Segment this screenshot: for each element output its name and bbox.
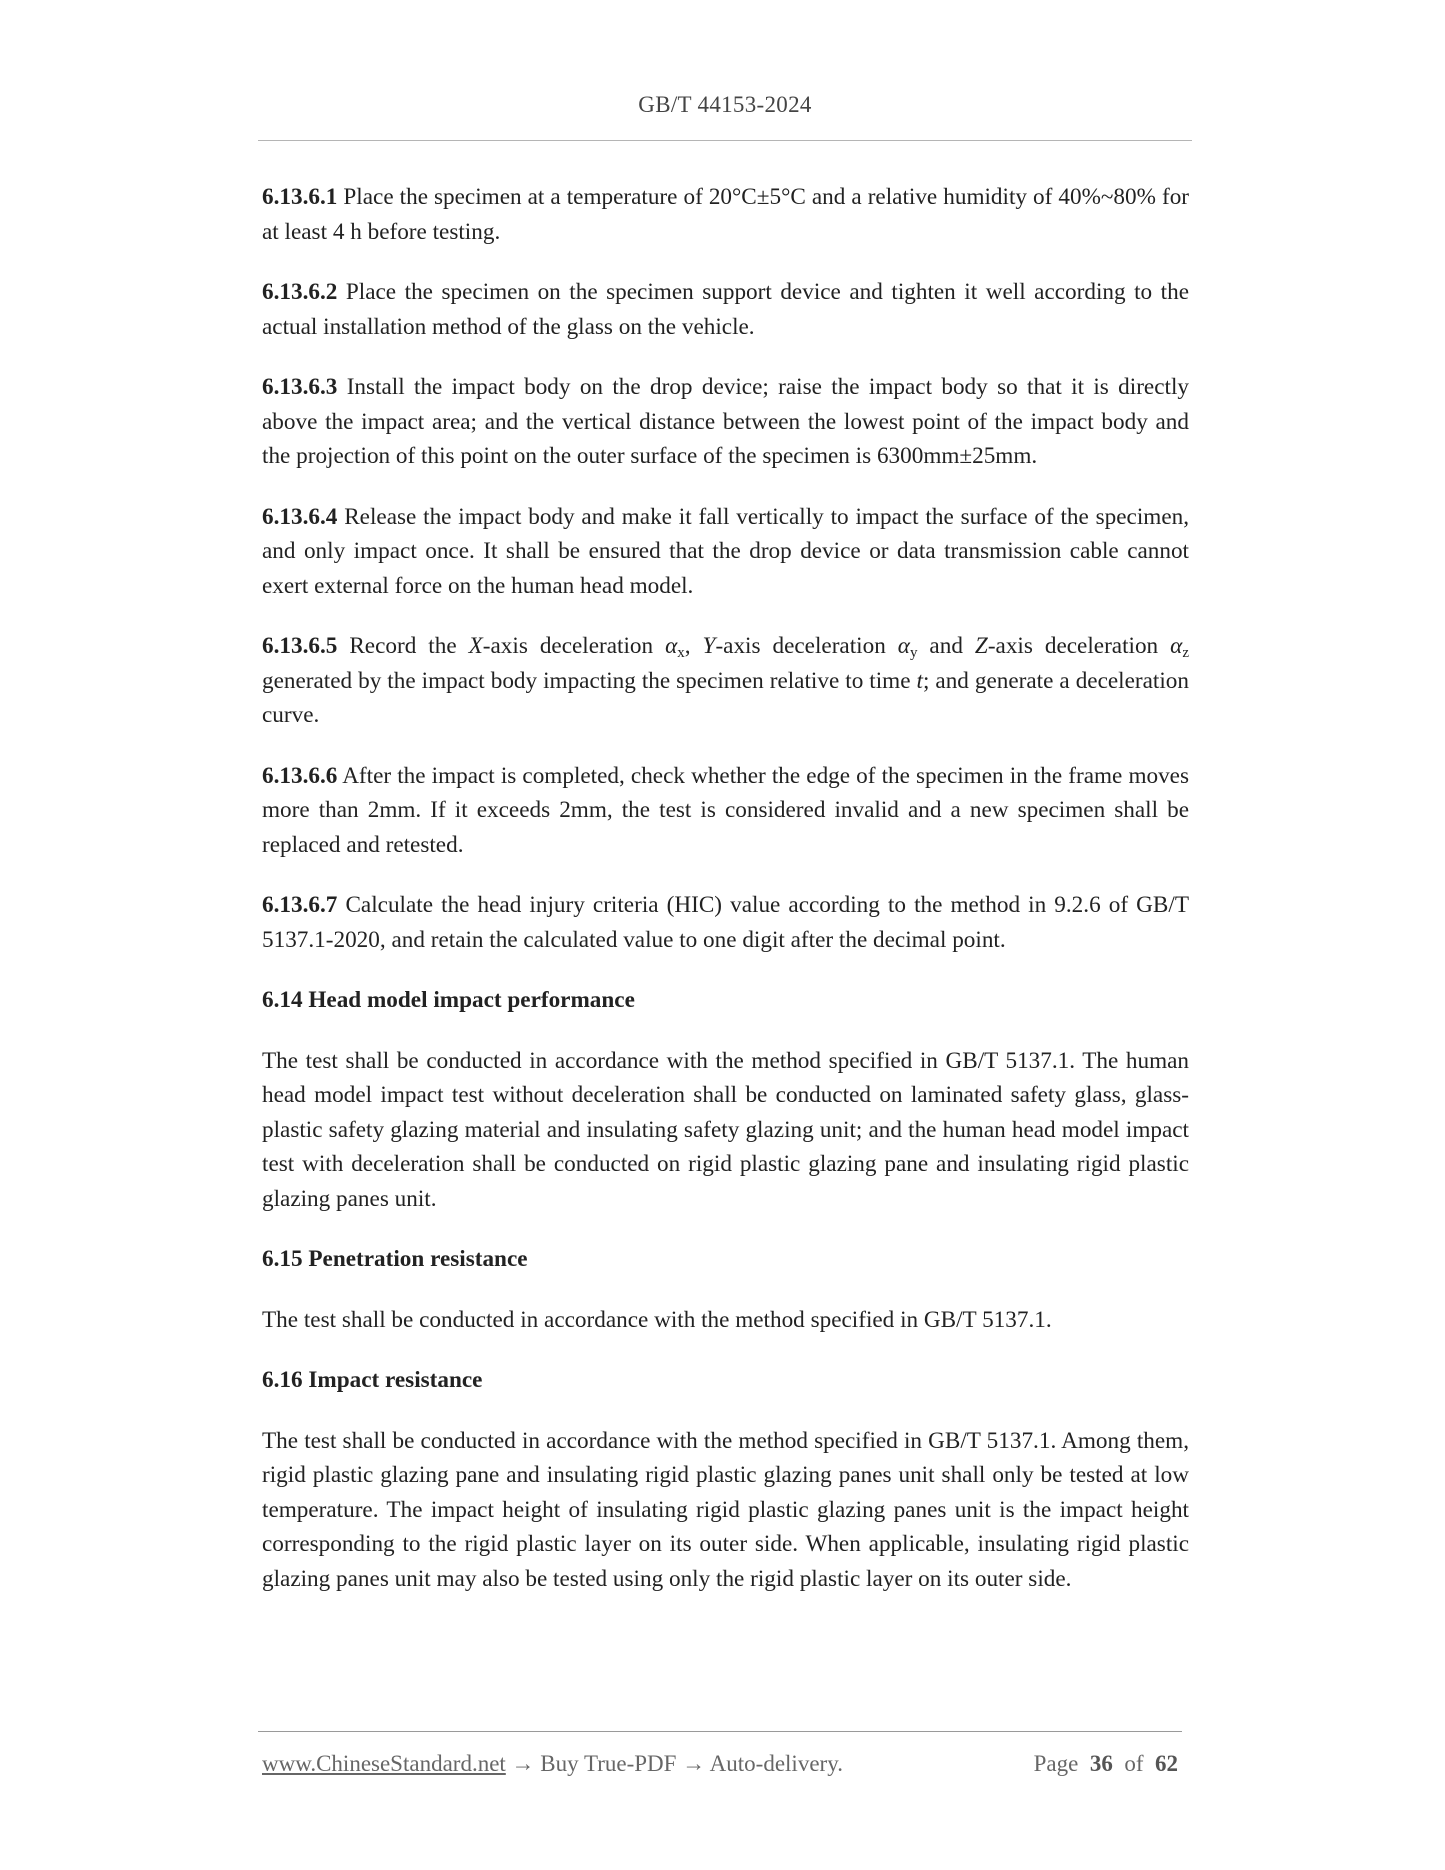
clause-number: 6.13.6.7 (262, 892, 338, 918)
clause-text: and (917, 633, 975, 659)
clause-text: -axis deceleration (987, 633, 1171, 659)
clause-6-13-6-7 (262, 888, 1189, 957)
page-number: 36 (1089, 1751, 1113, 1776)
buy-text: Buy True-PDF (540, 1751, 677, 1776)
header-divider (258, 140, 1192, 141)
clause-6-13-6-5 (262, 629, 1189, 733)
clause-6-13-6-6 (262, 759, 1189, 863)
subscript-y: y (909, 645, 918, 661)
website-link[interactable]: www.ChineseStandard.net (262, 1751, 506, 1776)
clause-number: 6.13.6.6 (262, 762, 338, 789)
clause-text: After the impact is completed, check whether the edge of the specimen in the frame moves more than 2mm. If it exceeds 2mm, the test is considered invalid and a new specimen shall be replaced and retested. (262, 762, 1189, 858)
section-heading-6-16: 6.16 Impact resistance (262, 1367, 483, 1393)
section-6-16-text: The test shall be conducted in accordance with the method specified in GB/T 5137.1. Among them, rigid plastic glazing pane and insulating rigid plastic glazing panes unit shall only be tested at low temperature. The impact height of insulating rigid plastic glazing panes unit is the impact height corresponding to the rigid plastic layer on its outer side. When applicable, insulating rigid plastic glazing panes unit may also be tested using only the rigid plastic layer on its outer side. (262, 1427, 1189, 1592)
page-total: 62 (1155, 1751, 1178, 1776)
clause-6-13-6-4 (262, 500, 1189, 604)
clause-text: Place the specimen at a temperature of 20°C±5°C and a relative humidity of 40%~80% for at least 4 h before testing. (262, 184, 1190, 245)
arrow-icon: → (682, 1751, 706, 1776)
clause-text: Calculate the head injury criteria (HIC) value according to the method in 9.2.6 of GB/T 5137.1-2020, and retain the calculated value to one digit after the decimal point. (262, 892, 1189, 953)
section-heading-6-14: 6.14 Head model impact performance (262, 987, 635, 1013)
section-6-14-text: The test shall be conducted in accordance with the method specified in GB/T 5137.1. The human head model impact test without deceleration shall be conducted on laminated safety glass, glass-plastic safety glazing material and insulating safety glazing unit; and the human head model impact test with deceleration shall be conducted on rigid plastic glazing pane and insulating rigid plastic glazing panes unit. (262, 1047, 1189, 1212)
clause-text: -axis deceleration (482, 633, 666, 659)
axis-y-symbol: Y (702, 633, 716, 659)
arrow-icon: → (511, 1751, 535, 1776)
page-header-title: GB/T 44153-2024 (638, 92, 812, 117)
time-symbol: t (916, 667, 923, 694)
page-indicator (1034, 1751, 1178, 1777)
clause-number: 6.13.6.3 (262, 374, 338, 400)
clause-text: Place the specimen on the specimen support device and tighten it well according to the actual installation method of the glass on the vehicle. (262, 279, 1189, 340)
of-label: of (1124, 1751, 1144, 1776)
clause-number: 6.13.6.1 (262, 184, 338, 210)
clause-text: Release the impact body and make it fall vertically to impact the surface of the specimen, and only impact once. It shall be ensured that the drop device or data transmission cable cannot exert external force on the human head model. (262, 503, 1189, 599)
clause-number: 6.13.6.4 (262, 503, 338, 530)
clause-number: 6.13.6.2 (262, 279, 338, 305)
clause-text: , (684, 633, 703, 659)
section-6-15-text: The test shall be conducted in accordance with the method specified in GB/T 5137.1. (262, 1306, 1052, 1333)
clause-text: Install the impact body on the drop device; raise the impact body so that it is directly above the impact area; and the vertical distance between the lowest point of the impact body and the projection of this point on the outer surface of the specimen is 6300mm±25mm. (262, 374, 1189, 469)
alpha-symbol: α (1170, 633, 1183, 659)
page-label: Page (1033, 1751, 1079, 1776)
page-footer (262, 1751, 1182, 1785)
clause-6-13-6-1 (262, 180, 1189, 249)
page-body (262, 180, 1189, 1622)
clause-text: Record the (349, 633, 469, 659)
clause-6-13-6-2 (262, 275, 1189, 344)
axis-x-symbol: X (468, 633, 483, 659)
auto-delivery-text: Auto-delivery. (709, 1751, 843, 1776)
clause-text: ; and generate a deceleration curve. (262, 667, 1189, 728)
clause-text: generated by the impact body impacting the specimen relative to time (262, 667, 917, 694)
axis-z-symbol: Z (974, 633, 988, 659)
section-heading-6-15: 6.15 Penetration resistance (262, 1246, 528, 1272)
alpha-symbol: α (665, 633, 678, 659)
clause-text: -axis deceleration (715, 633, 898, 659)
clause-6-13-6-3 (262, 370, 1189, 474)
subscript-x: x (677, 645, 685, 661)
clause-number: 6.13.6.5 (262, 633, 338, 659)
alpha-symbol: α (897, 633, 910, 659)
footer-divider (258, 1731, 1182, 1732)
footer-promo (262, 1751, 843, 1777)
subscript-z: z (1182, 645, 1189, 661)
